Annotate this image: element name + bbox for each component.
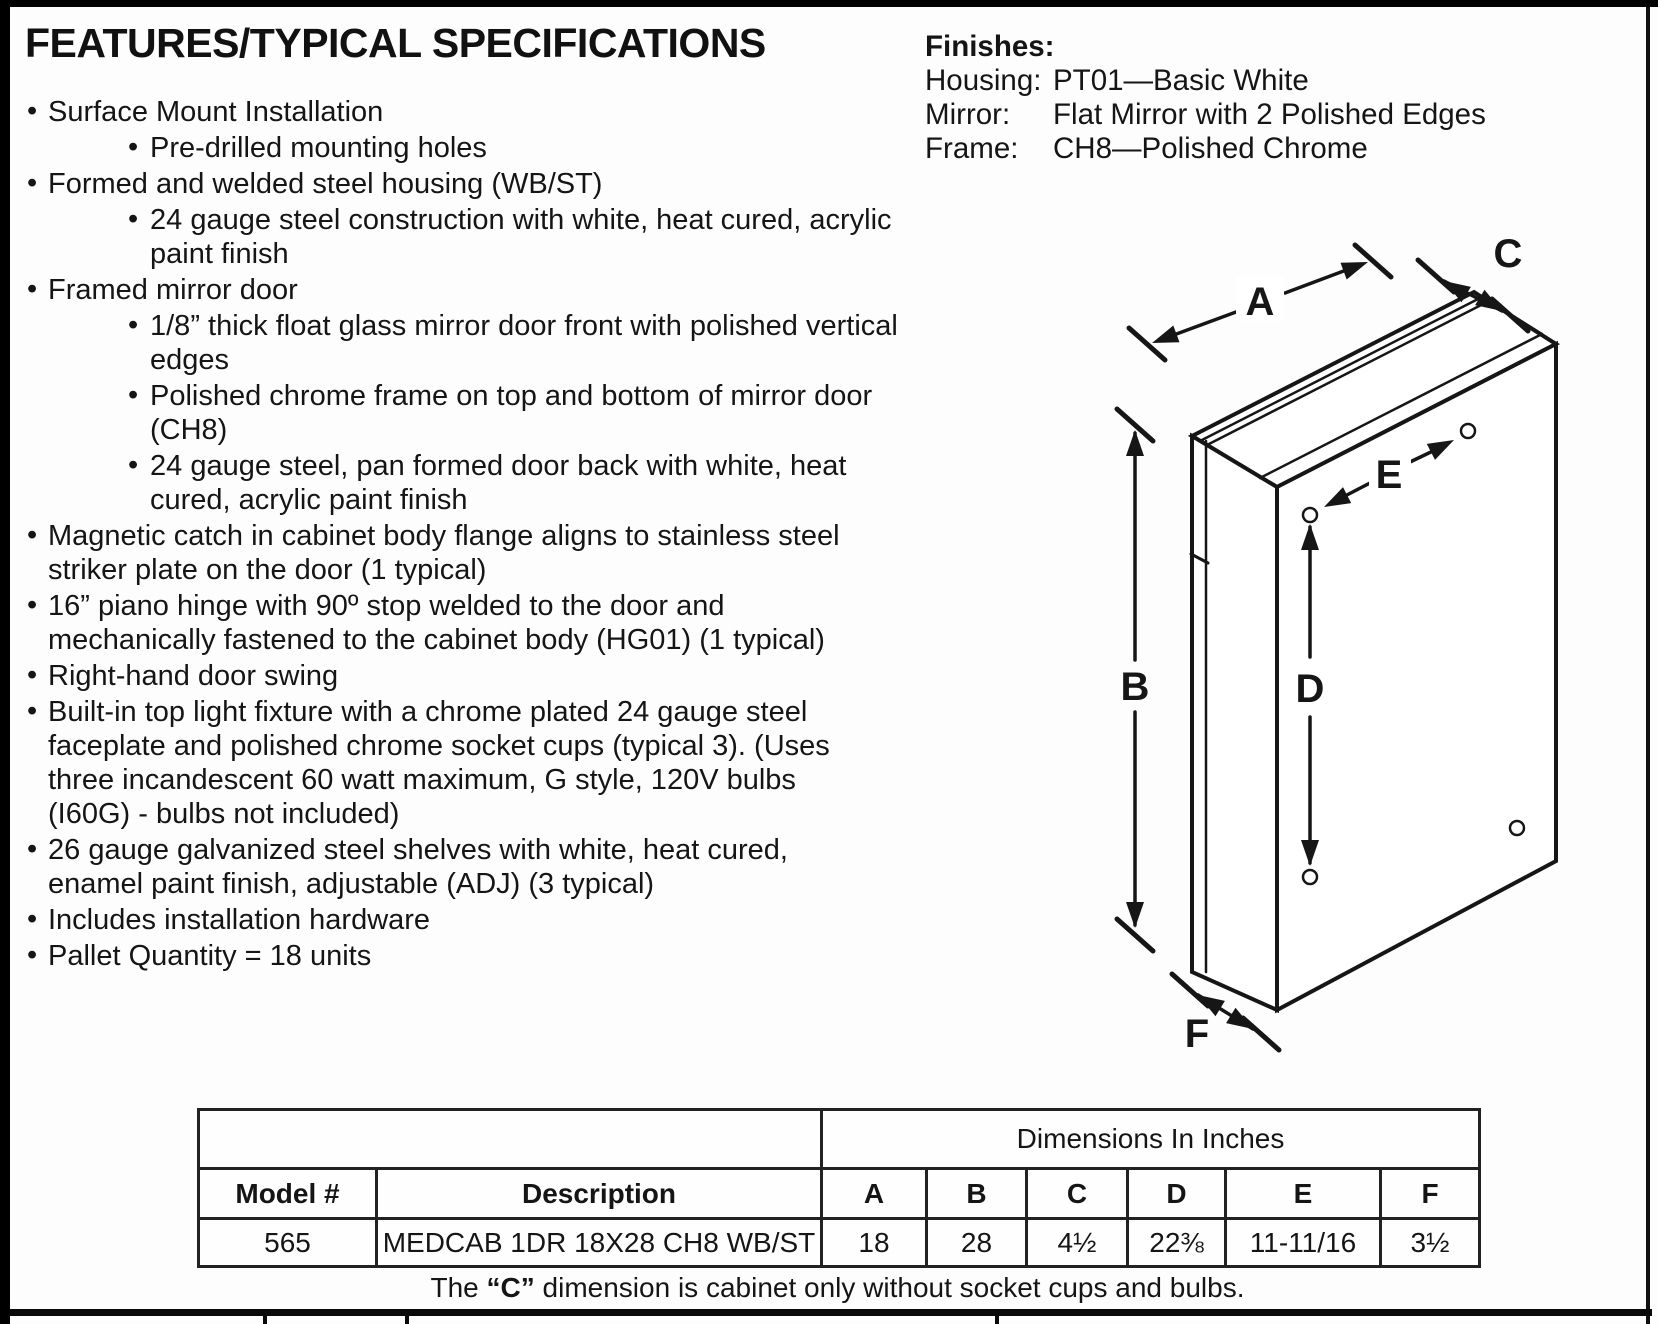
- feature-item: [25, 903, 883, 937]
- feature-text: Includes installation hardware: [48, 904, 431, 936]
- finish-label: Mirror:: [925, 98, 1011, 131]
- bullet-icon: •: [128, 379, 139, 411]
- page-title: FEATURES/TYPICAL SPECIFICATIONS: [25, 20, 766, 66]
- table-header-row: [199, 1169, 1480, 1219]
- cell-dim-d: 22⅜: [1128, 1219, 1226, 1267]
- bullet-icon: •: [27, 659, 38, 691]
- cell-dim-c: 4½: [1027, 1219, 1128, 1267]
- feature-item: [25, 95, 883, 129]
- cutoff-table-divider: [405, 1316, 409, 1324]
- feature-item: [25, 695, 883, 831]
- dimensions-span-header: Dimensions In Inches: [822, 1110, 1480, 1169]
- feature-text: 24 gauge steel construction with white, heat cured, acrylic paint finish: [150, 204, 892, 270]
- footnote-emphasis: “C”: [486, 1272, 535, 1303]
- bullet-icon: •: [27, 939, 38, 971]
- finishes-section: [925, 30, 1486, 166]
- bullet-icon: •: [27, 167, 38, 199]
- feature-item: [25, 519, 883, 587]
- dim-label-e: E: [1375, 453, 1403, 497]
- feature-text: 16” piano hinge with 90º stop welded to the door and mechanically fastened to the cabinet body (HG01) (1 typical): [48, 590, 825, 656]
- empty-header-cell: [199, 1110, 822, 1169]
- feature-text: 1/8” thick float glass mirror door front with polished vertical edges: [150, 310, 898, 376]
- finish-value: PT01—Basic White: [1053, 64, 1309, 97]
- col-header-e: E: [1226, 1169, 1381, 1219]
- col-header-c: C: [1027, 1169, 1128, 1219]
- cutoff-table-divider: [263, 1316, 267, 1324]
- cutoff-table-top-border: [10, 1309, 1652, 1316]
- cell-dim-b: 28: [927, 1219, 1027, 1267]
- finish-row: [925, 132, 1486, 166]
- bullet-icon: •: [27, 589, 38, 621]
- finish-label: Housing:: [925, 64, 1042, 97]
- bullet-icon: •: [128, 309, 139, 341]
- table-span-header-row: [199, 1110, 1480, 1169]
- cabinet-diagram-svg: [1040, 225, 1658, 1075]
- col-header-description: Description: [377, 1169, 822, 1219]
- feature-text: Pre-drilled mounting holes: [150, 132, 487, 164]
- feature-item: [25, 589, 883, 657]
- features-list: [25, 95, 925, 975]
- finish-row: [925, 64, 1486, 98]
- cabinet-body: [1191, 292, 1556, 1010]
- bullet-icon: •: [27, 903, 38, 935]
- feature-item: [128, 131, 905, 165]
- feature-item: [25, 939, 883, 973]
- feature-text: Right-hand door swing: [48, 660, 339, 692]
- col-header-a: A: [822, 1169, 927, 1219]
- finish-value: CH8—Polished Chrome: [1053, 132, 1368, 165]
- bullet-icon: •: [27, 695, 38, 727]
- footnote: [197, 1272, 1478, 1304]
- bullet-icon: •: [128, 131, 139, 163]
- col-header-model: Model #: [199, 1169, 377, 1219]
- feature-item: [25, 167, 883, 201]
- table-row: [199, 1219, 1480, 1267]
- finish-row: [925, 98, 1486, 132]
- bullet-icon: •: [128, 449, 139, 481]
- feature-text: 24 gauge steel, pan formed door back with white, heat cured, acrylic paint finish: [150, 450, 847, 516]
- feature-text: Surface Mount Installation: [48, 96, 384, 128]
- cell-dim-f: 3½: [1381, 1219, 1480, 1267]
- feature-text: Magnetic catch in cabinet body flange aligns to stainless steel striker plate on the door (1 typical): [48, 520, 840, 586]
- feature-text: Formed and welded steel housing (WB/ST): [48, 168, 603, 200]
- finish-label: Frame:: [925, 132, 1019, 165]
- footnote-prefix: The: [430, 1272, 487, 1303]
- footnote-suffix: dimension is cabinet only without socket cups and bulbs.: [534, 1272, 1245, 1303]
- dim-label-c: C: [1493, 232, 1523, 276]
- feature-text: Pallet Quantity = 18 units: [48, 940, 372, 972]
- col-header-b: B: [927, 1169, 1027, 1219]
- cell-dim-e: 11-11/16: [1226, 1219, 1381, 1267]
- feature-item: [128, 203, 905, 271]
- col-header-d: D: [1128, 1169, 1226, 1219]
- finish-value: Flat Mirror with 2 Polished Edges: [1053, 98, 1486, 131]
- bullet-icon: •: [27, 273, 38, 305]
- dim-label-a: A: [1245, 280, 1275, 324]
- cell-description: MEDCAB 1DR 18X28 CH8 WB/ST: [377, 1219, 822, 1267]
- feature-item: [128, 449, 905, 517]
- scan-edge-top: [0, 0, 1658, 7]
- bullet-icon: •: [27, 519, 38, 551]
- feature-item: [25, 273, 883, 307]
- bullet-icon: •: [27, 833, 38, 865]
- cell-model-number: 565: [199, 1219, 377, 1267]
- feature-item: [128, 309, 905, 377]
- col-header-f: F: [1381, 1169, 1480, 1219]
- cutoff-table-divider: [995, 1316, 999, 1324]
- dim-label-d: D: [1295, 667, 1325, 711]
- cell-dim-a: 18: [822, 1219, 927, 1267]
- feature-item: [128, 379, 905, 447]
- cabinet-isometric-diagram: [1040, 225, 1658, 1075]
- dimensions-table: [197, 1108, 1481, 1268]
- dim-label-b: B: [1120, 665, 1150, 709]
- bullet-icon: •: [128, 203, 139, 235]
- finishes-heading: Finishes:: [925, 30, 1055, 63]
- feature-text: Polished chrome frame on top and bottom of mirror door (CH8): [150, 380, 873, 446]
- dim-label-f: F: [1184, 1012, 1210, 1056]
- feature-text: 26 gauge galvanized steel shelves with white, heat cured, enamel paint finish, adjustable (ADJ) (3 typical): [48, 834, 788, 900]
- bullet-icon: •: [27, 95, 38, 127]
- feature-item: [25, 833, 883, 901]
- scan-edge-left: [0, 0, 10, 1324]
- feature-item: [25, 659, 883, 693]
- feature-text: Framed mirror door: [48, 274, 298, 306]
- feature-text: Built-in top light fixture with a chrome plated 24 gauge steel faceplate and polished chrome socket cups (typical 3). (Uses three incandescent 60 watt maximum, G style, 120V bulbs (I60G) - bulbs not included): [48, 696, 830, 830]
